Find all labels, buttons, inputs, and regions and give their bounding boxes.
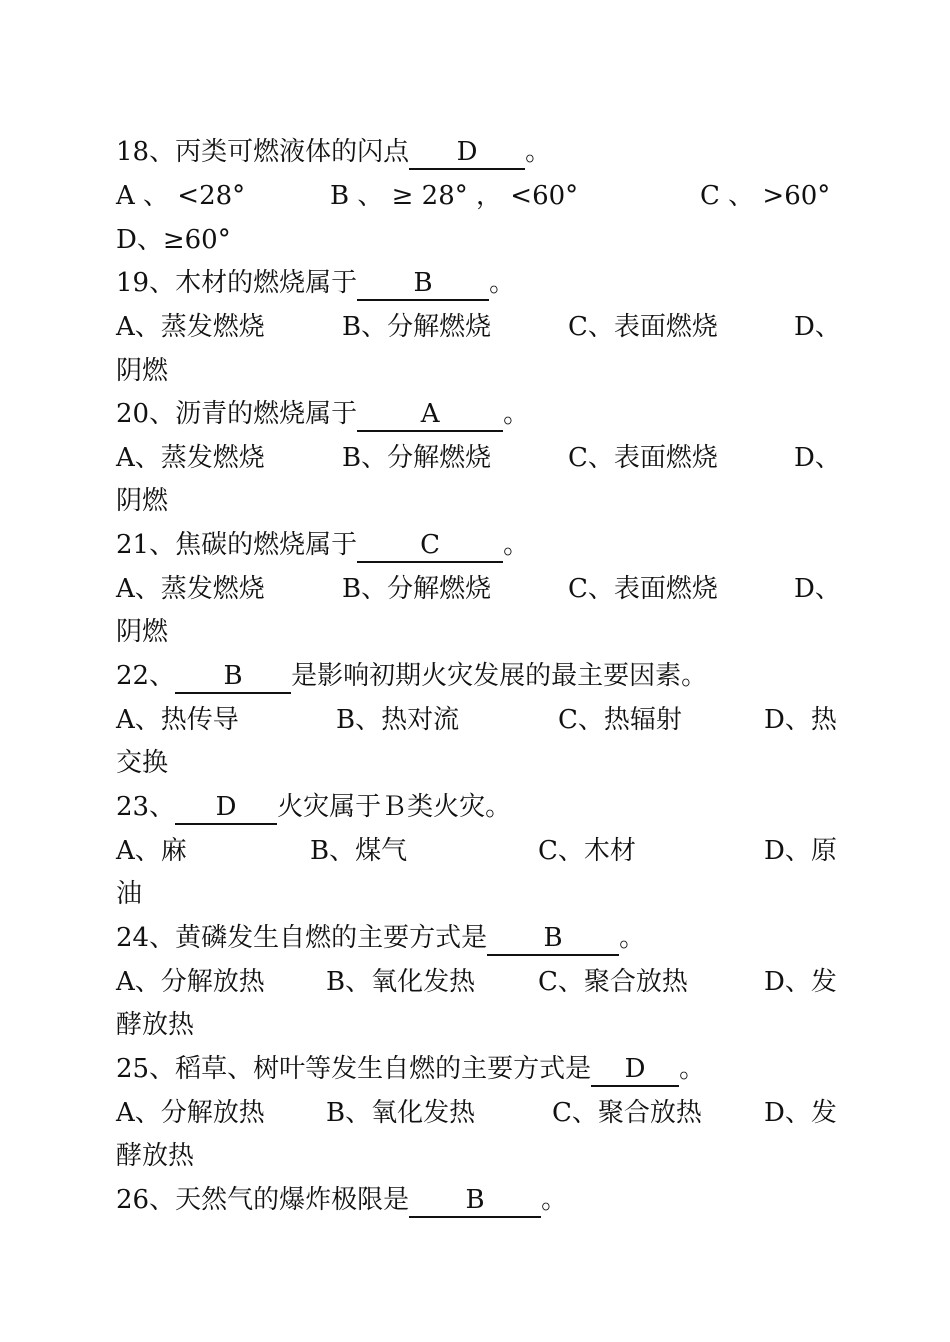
option-b: B、分解燃烧 <box>342 312 492 342</box>
question-number: 23、 <box>116 792 176 822</box>
option-d-cont: 阴燃 <box>116 356 169 386</box>
question-21-options <box>116 569 846 609</box>
question-24-options <box>116 962 846 1002</box>
question-end: 火灾属于Ｂ类火灾。 <box>277 792 512 822</box>
option-b: B、热对流 <box>336 705 460 735</box>
question-23-options-cont <box>116 874 846 914</box>
option-c: C、聚合放热 <box>538 967 688 997</box>
question-23-stem <box>116 787 846 827</box>
question-end: 。 <box>619 923 646 953</box>
answer-blank: B <box>357 267 489 301</box>
option-b: B、煤气 <box>310 836 408 866</box>
answer-blank: A <box>357 398 503 432</box>
option-d-cont: 油 <box>116 879 143 909</box>
question-18-options-cont <box>116 220 846 260</box>
question-23-options <box>116 831 846 871</box>
question-20-stem <box>116 394 846 434</box>
option-c: C、表面燃烧 <box>568 312 718 342</box>
option-d: D、 <box>794 312 841 342</box>
question-text: 丙类可燃液体的闪点 <box>175 137 410 167</box>
question-25-stem <box>116 1049 846 1089</box>
option-b: B、氧化发热 <box>326 1098 476 1128</box>
option-d-cont: 交换 <box>116 748 169 778</box>
question-number: 18、 <box>116 137 176 167</box>
answer-blank: B <box>175 660 291 694</box>
option-b: B、分解燃烧 <box>342 574 492 604</box>
question-22-options-cont <box>116 743 846 783</box>
question-number: 20、 <box>116 399 176 429</box>
option-d-cont: 阴燃 <box>116 617 169 647</box>
question-text: 焦碳的燃烧属于 <box>175 530 358 560</box>
question-25-options <box>116 1093 846 1133</box>
answer-blank: D <box>409 136 525 170</box>
question-22-options <box>116 700 846 740</box>
option-d: D、热 <box>764 705 837 735</box>
answer-blank: D <box>175 791 277 825</box>
option-b: B、分解燃烧 <box>342 443 492 473</box>
question-18-options <box>116 176 846 216</box>
question-text: 沥青的燃烧属于 <box>175 399 358 429</box>
option-c: C、聚合放热 <box>552 1098 702 1128</box>
question-text: 稻草、树叶等发生自燃的主要方式是 <box>175 1054 592 1084</box>
option-c: C、表面燃烧 <box>568 574 718 604</box>
option-a: A、分解放热 <box>116 967 265 997</box>
option-d: D、 <box>794 443 841 473</box>
question-19-options <box>116 307 846 347</box>
option-c: C、表面燃烧 <box>568 443 718 473</box>
question-end: 。 <box>503 530 530 560</box>
question-text: 木材的燃烧属于 <box>175 268 358 298</box>
question-25-options-cont <box>116 1136 846 1176</box>
question-text: 黄磷发生自燃的主要方式是 <box>175 923 488 953</box>
option-a: A、蒸发燃烧 <box>116 312 265 342</box>
question-number: 24、 <box>116 923 176 953</box>
question-18-stem <box>116 132 846 172</box>
question-20-options <box>116 438 846 478</box>
option-c: C 、 >60° <box>700 181 831 211</box>
option-d: D、发 <box>764 1098 837 1128</box>
question-text: 天然气的爆炸极限是 <box>175 1185 410 1215</box>
answer-blank: B <box>409 1184 541 1218</box>
option-d: D、原 <box>764 836 837 866</box>
option-a: A、热传导 <box>116 705 239 735</box>
option-c: C、木材 <box>538 836 636 866</box>
question-number: 26、 <box>116 1185 176 1215</box>
question-24-options-cont <box>116 1005 846 1045</box>
option-b: B 、 ≥ 28° ， <60° <box>330 181 579 211</box>
option-a: A、麻 <box>116 836 187 866</box>
question-21-options-cont <box>116 612 846 652</box>
question-20-options-cont <box>116 481 846 521</box>
question-number: 25、 <box>116 1054 176 1084</box>
question-22-stem <box>116 656 846 696</box>
answer-blank: C <box>357 529 503 563</box>
option-d-cont: 酵放热 <box>116 1141 195 1171</box>
answer-blank: B <box>487 922 619 956</box>
question-24-stem <box>116 918 846 958</box>
option-d-cont: 阴燃 <box>116 486 169 516</box>
option-b: B、氧化发热 <box>326 967 476 997</box>
question-end: 。 <box>489 268 516 298</box>
question-end: 。 <box>525 137 552 167</box>
option-a: A 、 <28° <box>116 181 246 211</box>
question-19-options-cont <box>116 351 846 391</box>
question-end: 。 <box>541 1185 568 1215</box>
option-a: A、分解放热 <box>116 1098 265 1128</box>
question-end: 是影响初期火灾发展的最主要因素。 <box>291 661 708 691</box>
question-26-stem <box>116 1180 846 1220</box>
answer-blank: D <box>591 1053 679 1087</box>
option-d: D、发 <box>764 967 837 997</box>
question-end: 。 <box>679 1054 706 1084</box>
question-number: 22、 <box>116 661 176 691</box>
option-d: D、 <box>794 574 841 604</box>
option-a: A、蒸发燃烧 <box>116 443 265 473</box>
question-end: 。 <box>503 399 530 429</box>
question-number: 21、 <box>116 530 176 560</box>
question-21-stem <box>116 525 846 565</box>
option-d-cont: 酵放热 <box>116 1010 195 1040</box>
option-c: C、热辐射 <box>558 705 682 735</box>
option-a: A、蒸发燃烧 <box>116 574 265 604</box>
question-number: 19、 <box>116 268 176 298</box>
option-d: D、≥60° <box>116 225 231 255</box>
question-19-stem <box>116 263 846 303</box>
